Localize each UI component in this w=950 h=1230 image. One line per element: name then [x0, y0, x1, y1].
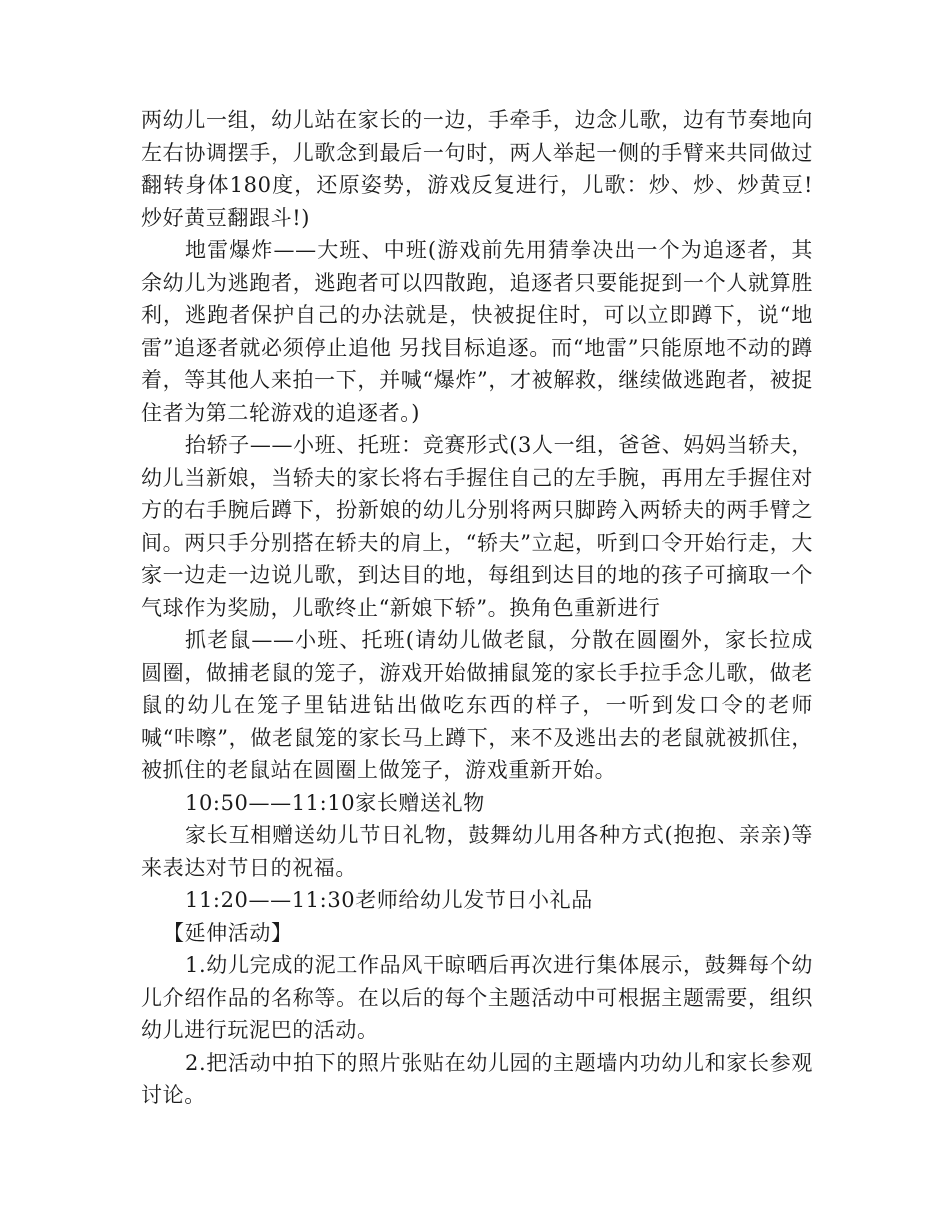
paragraph-extension-2: 2.把活动中拍下的照片张贴在幼儿园的主题墙内功幼儿和家长参观讨论。: [141, 1050, 813, 1107]
paragraph-game-landmine: 地雷爆炸——大班、中班(游戏前先用猜拳决出一个为追逐者，其余幼儿为逃跑者，逃跑者可以四散跑，追逐者只要能捉到一个人就算胜利，逃跑者保护自己的办法就是，快被捉住时，可以立即蹲下，说“地雷”追逐者就必须停止追他 另找目标追逐。而“地雷”只能原地不动的蹲着，等其他人来拍一下，并喊“爆炸”，才被解救，继续做逃跑者，被捉住者为第二轮游戏的追逐者。): [141, 238, 813, 425]
paragraph-game-catch-mouse: 抓老鼠——小班、托班(请幼儿做老鼠，分散在圆圈外，家长拉成圆圈，做捕老鼠的笼子，游戏开始做捕鼠笼的家长手拉手念儿歌，做老鼠的幼儿在笼子里钻进钻出做吃东西的样子，一听到发口令的老师喊“咔嚓”，做老鼠笼的家长马上蹲下，来不及逃出去的老鼠就被抓住，被抓住的老鼠站在圆圈上做笼子，游戏重新开始。: [141, 628, 813, 782]
document-body: [141, 104, 813, 1112]
paragraph-game-flip-beans: 两幼儿一组，幼儿站在家长的一边，手牵手，边念儿歌，边有节奏地向左右协调摆手，儿歌念到最后一句时，两人举起一侧的手臂来共同做过翻转身体180度，还原姿势，游戏反复进行，儿歌：炒、炒、炒黄豆!炒好黄豆翻跟斗!): [141, 108, 813, 230]
paragraph-gift-exchange: 家长互相赠送幼儿节日礼物，鼓舞幼儿用各种方式(抱抱、亲亲)等来表达对节日的祝福。: [141, 823, 813, 880]
section-heading-extension: 【延伸活动】: [163, 920, 293, 945]
schedule-item-teacher-gifts: 11:20——11:30老师给幼儿发节日小礼品: [185, 888, 593, 912]
schedule-item-gifts: 10:50——11:10家长赠送礼物: [185, 790, 485, 815]
paragraph-extension-1: 1.幼儿完成的泥工作品风干晾晒后再次进行集体展示，鼓舞每个幼儿介绍作品的名称等。在以后的每个主题活动中可根据主题需要，组织幼儿进行玩泥巴的活动。: [141, 953, 813, 1042]
paragraph-game-sedan-chair: 抬轿子——小班、托班：竞赛形式(3人一组，爸爸、妈妈当轿夫，幼儿当新娘，当轿夫的家长将右手握住自己的左手腕，再用左手握住对方的右手腕后蹲下，扮新娘的幼儿分别将两只脚跨入两轿夫的两手臂之间。两只手分别搭在轿夫的肩上，“轿夫”立起，听到口令开始行走，大家一边走一边说儿歌，到达目的地，每组到达目的地的孩子可摘取一个气球作为奖励，儿歌终止“新娘下轿”。换角色重新进行: [141, 433, 813, 620]
